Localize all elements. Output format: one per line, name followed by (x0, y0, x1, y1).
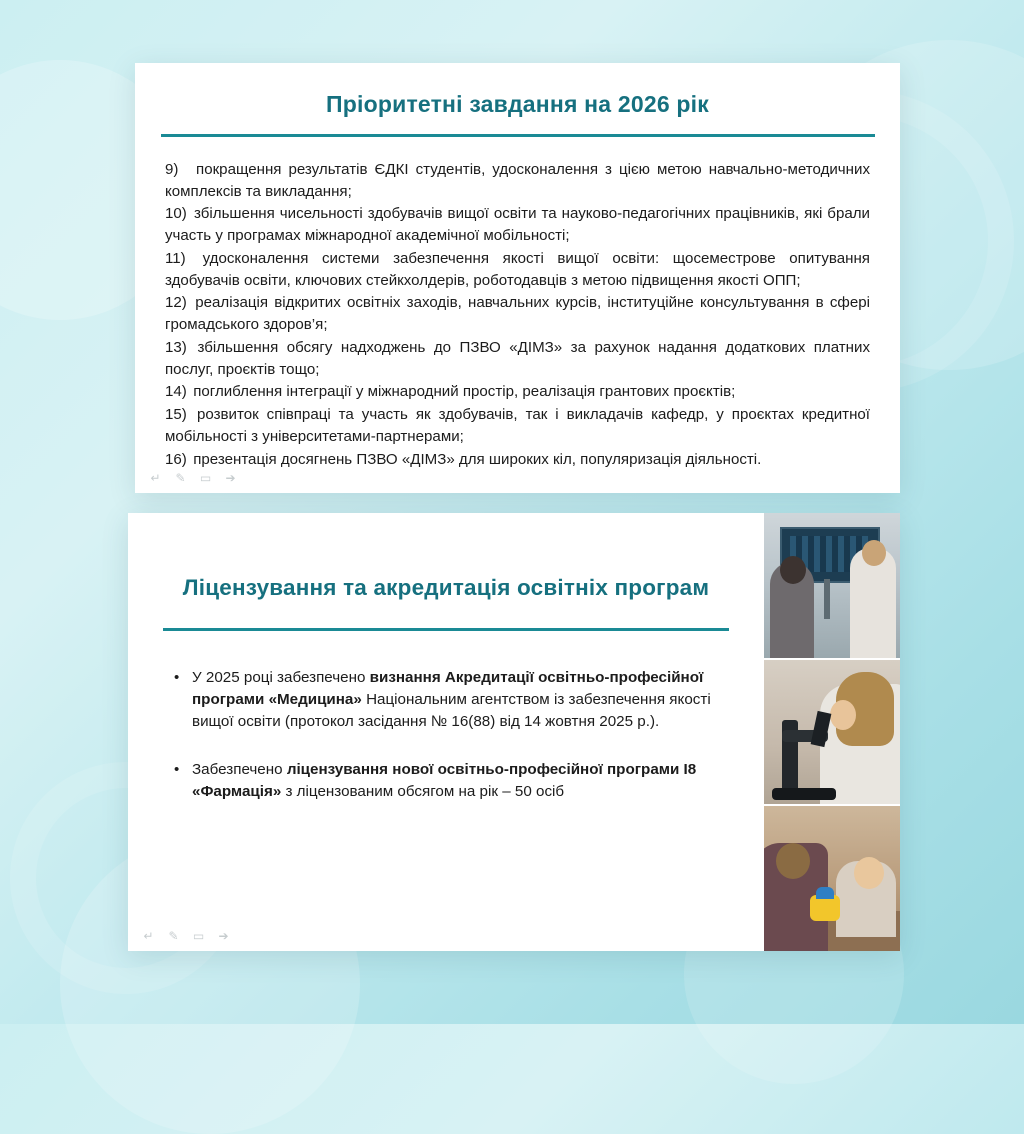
list-item-number: 14) (165, 383, 187, 401)
slide-licensing[interactable] (128, 513, 900, 951)
list-item-text: збільшення обсягу надходжень до ПЗВО «ДІМЗ» за рахунок надання додаткових платних послуг, проєктів тощо; (165, 338, 870, 378)
toy-icon (810, 895, 840, 921)
list-item-number: 16) (165, 450, 187, 468)
pen-icon[interactable]: ✎ (175, 471, 186, 485)
list-item (165, 449, 870, 471)
slide-1-title: Пріоритетні завдання на 2026 рік (326, 91, 709, 117)
list-item-number: 10) (165, 205, 187, 223)
slide-priority-tasks[interactable] (135, 63, 900, 493)
list-item-text: презентація досягнень ПЗВО «ДІМЗ» для широких кіл, популяризація діяльності. (193, 450, 762, 468)
list-item-text: удосконалення системи забезпечення якості вищої освіти: щосеместрове опитування здобувачів освіти, ключових стейкхолдерів, роботодавців з метою підвищення якості ОПП; (165, 249, 870, 289)
list-item-number: 13) (165, 338, 187, 356)
undo-icon[interactable]: ↵ (150, 471, 161, 485)
list-item-number: 15) (165, 406, 187, 424)
text-run-bold: ліцензування нової освітньо-професійної програми І8 «Фармація» (192, 761, 697, 801)
list-item (174, 667, 728, 733)
child-head (854, 857, 884, 889)
slide-2-bullet-list (174, 667, 728, 803)
next-icon[interactable]: ➔ (218, 929, 229, 943)
list-item (165, 248, 870, 291)
person-head (776, 843, 810, 879)
list-item (165, 381, 870, 403)
list-item (174, 759, 728, 803)
next-icon[interactable]: ➔ (225, 471, 236, 485)
screen-stand (824, 579, 830, 619)
list-item-number: 9) (165, 161, 179, 178)
text-run: Забезпечено (192, 761, 287, 779)
text-run: Національним агентством із забезпечення якості вищої освіти (протокол засідання № 16(88) від 14 жовтня 2025 р.). (192, 691, 711, 731)
title-divider (161, 134, 875, 137)
list-item-number: 11) (165, 249, 186, 267)
slide-2-photo-strip (764, 513, 900, 951)
slide-2-toolbar[interactable] (142, 930, 230, 943)
list-item-text: поглиблення інтеграції у міжнародний простір, реалізація грантових проєктів; (193, 383, 736, 401)
text-run: з ліцензованим обсягом на рік – 50 осіб (281, 783, 565, 801)
list-item-text (192, 667, 728, 733)
slide-1-body (165, 159, 870, 470)
list-item-text (192, 759, 728, 803)
bullet-icon: • (174, 669, 180, 686)
list-item (165, 159, 870, 202)
slide-2-title: Ліцензування та акредитація освітніх програм (182, 575, 710, 600)
list-item (165, 292, 870, 335)
photo-lecture-xray (764, 513, 900, 658)
list-item-text: покращення результатів ЄДКІ студентів, удосконалення з цією метою навчально-методичних комплексів та викладання; (165, 161, 870, 200)
text-run-bold: визнання Акредитації освітньо-професійної програми «Медицина» (192, 669, 704, 709)
list-item-text: розвиток співпраці та участь як здобувачів, так і викладачів кафедр, у проєктах кредитної мобільності з університетами-партнерами; (165, 406, 870, 445)
list-item (165, 203, 870, 246)
text-run: У 2025 році забезпечено (192, 669, 370, 686)
slide-2-content (128, 513, 764, 951)
list-item (165, 404, 870, 447)
person-head (862, 540, 886, 566)
photo-microscope-student (764, 658, 900, 805)
list-item-text: реалізація відкритих освітніх заходів, навчальних курсів, інституційне консультування в сфері громадського здоров’я; (165, 294, 870, 334)
list-item-text: збільшення чисельності здобувачів вищої освіти та науково-педагогічних працівників, які брали участь у програмах міжнародної академічної мобільності; (165, 205, 870, 245)
person-head (780, 556, 806, 584)
list-item-number: 12) (165, 294, 187, 312)
bullet-icon: • (174, 761, 180, 779)
slide-icon[interactable]: ▭ (199, 471, 212, 485)
list-item (165, 337, 870, 380)
photo-child-with-toy (764, 804, 900, 951)
undo-icon[interactable]: ↵ (143, 929, 154, 943)
slide-icon[interactable]: ▭ (192, 929, 205, 943)
slide-1-toolbar[interactable] (149, 472, 237, 485)
title-divider (163, 628, 729, 631)
pen-icon[interactable]: ✎ (168, 929, 179, 943)
microscope-base (772, 788, 836, 800)
